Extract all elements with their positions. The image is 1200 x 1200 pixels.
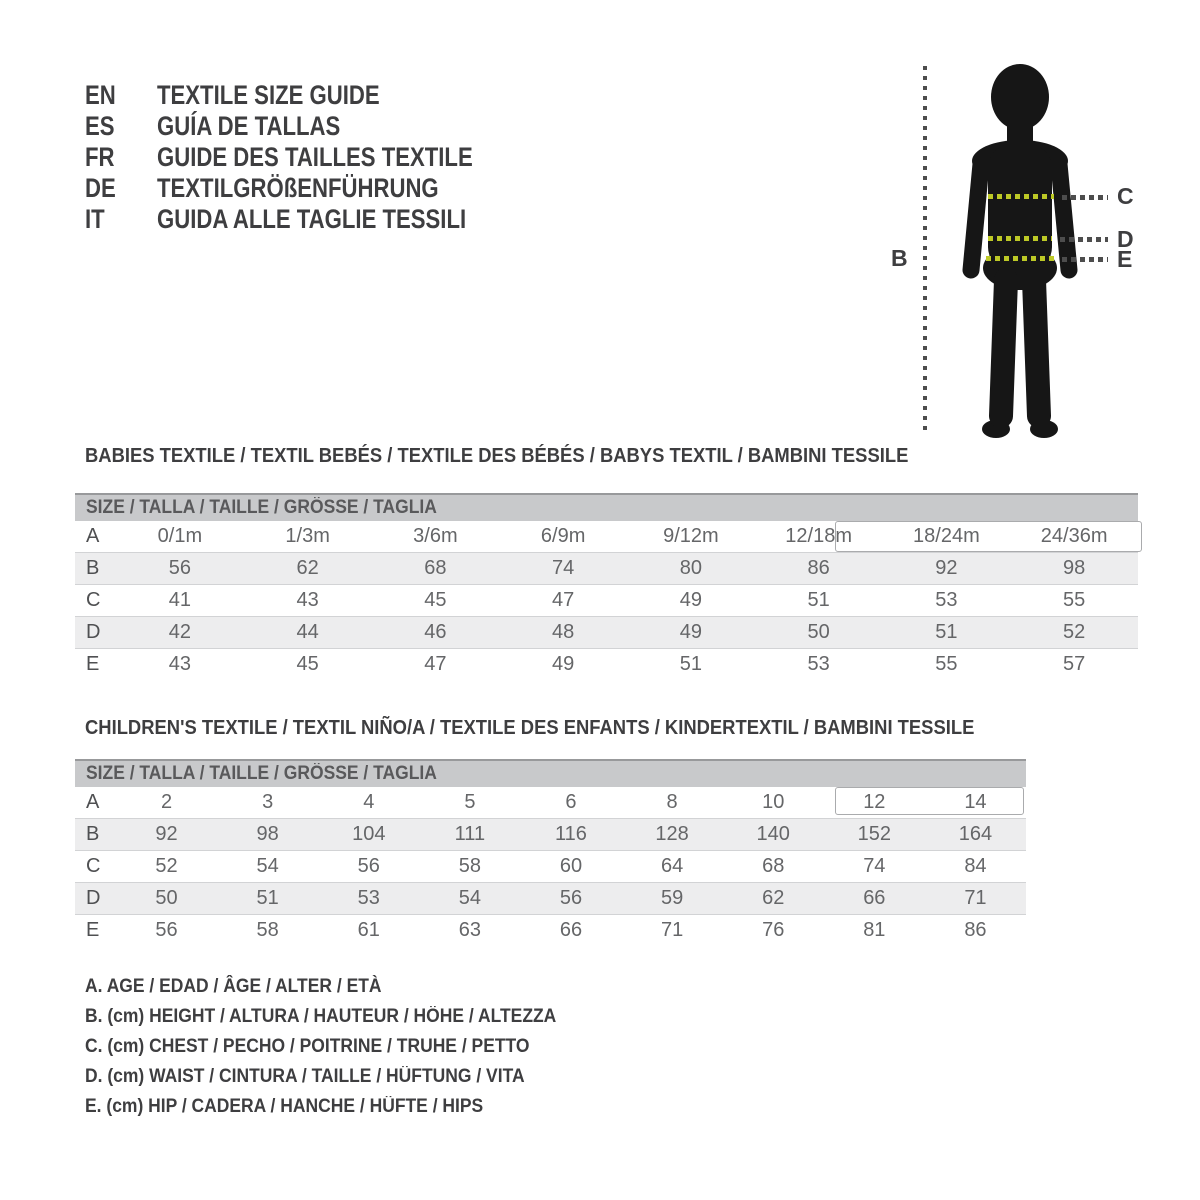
measurement-legend <box>85 972 597 1122</box>
size-cell: 1/3m <box>285 525 330 547</box>
row-label: C <box>86 855 101 877</box>
size-cell: 51 <box>935 621 958 643</box>
size-cell: 49 <box>679 589 702 611</box>
size-cell: 47 <box>552 589 575 611</box>
size-cell: 54 <box>256 855 279 877</box>
size-cell: 61 <box>357 919 380 941</box>
size-cell: 44 <box>296 621 319 643</box>
table-row <box>75 851 1026 883</box>
size-cell: 54 <box>458 887 481 909</box>
size-cell: 56 <box>559 887 583 909</box>
size-cell: 116 <box>555 823 587 845</box>
size-cell: 164 <box>958 823 993 845</box>
babies-size-table <box>75 493 1138 680</box>
language-code: ES <box>85 111 115 141</box>
size-cell: 98 <box>256 823 279 845</box>
language-code: EN <box>85 80 116 110</box>
size-cell: 52 <box>1063 621 1086 643</box>
size-cell: 2 <box>160 791 173 813</box>
table-row <box>75 617 1138 649</box>
size-cell: 55 <box>935 653 958 675</box>
size-cell: 55 <box>1063 589 1086 611</box>
size-cell: 59 <box>660 887 684 909</box>
table-row <box>75 819 1026 851</box>
size-cell: 51 <box>807 589 830 611</box>
size-cell: 74 <box>552 557 575 579</box>
legend-item: C. (cm) CHEST / PECHO / POITRINE / TRUHE / PETTO <box>85 1036 530 1057</box>
size-cell: 53 <box>807 653 830 675</box>
row-label: E <box>86 919 100 941</box>
size-cell: 68 <box>424 557 447 579</box>
size-cell: 56 <box>357 855 380 877</box>
language-title: GUÍA DE TALLAS <box>157 111 341 141</box>
table-row <box>75 649 1138 681</box>
language-code: FR <box>85 142 115 172</box>
size-cell: 58 <box>256 919 279 941</box>
size-cell: 74 <box>863 855 886 877</box>
size-cell: 86 <box>964 919 987 941</box>
size-cell: 8 <box>666 791 678 813</box>
size-cell: 62 <box>296 557 319 579</box>
children-size-table <box>75 759 1026 946</box>
size-cell: 6/9m <box>540 525 586 547</box>
size-cell: 104 <box>352 823 386 845</box>
row-label: B <box>86 823 100 845</box>
size-cell: 140 <box>756 823 790 845</box>
size-cell: 66 <box>559 919 583 941</box>
table-row <box>75 883 1026 915</box>
size-cell: 6 <box>565 791 577 813</box>
table-row <box>75 553 1138 585</box>
row-label: D <box>86 621 101 643</box>
size-cell: 92 <box>935 557 958 579</box>
size-cell: 56 <box>168 557 191 579</box>
size-cell: 51 <box>256 887 279 909</box>
table-row <box>75 521 1138 553</box>
language-title: GUIDE DES TAILLES TEXTILE <box>157 142 473 172</box>
size-cell: 49 <box>552 653 575 675</box>
row-label: B <box>86 557 100 579</box>
size-cell: 84 <box>964 855 987 877</box>
size-cell: 64 <box>660 855 684 877</box>
size-cell: 128 <box>655 823 689 845</box>
hip-leader-line <box>1062 257 1108 262</box>
waist-leader-line <box>1060 237 1108 242</box>
size-cell: 42 <box>168 621 191 643</box>
size-cell: 43 <box>296 589 319 611</box>
language-code: DE <box>85 173 116 203</box>
size-cell: 86 <box>807 557 830 579</box>
legend-item: E. (cm) HIP / CADERA / HANCHE / HÜFTE / HIPS <box>85 1096 484 1117</box>
size-cell: 50 <box>155 887 178 909</box>
size-cell: 50 <box>807 621 830 643</box>
size-cell: 41 <box>168 589 191 611</box>
hip-measure-line <box>986 256 1056 261</box>
children-section-title: CHILDREN'S TEXTILE / TEXTIL NIÑO/A / TEXTILE DES ENFANTS / KINDERTEXTIL / BAMBINI TESSILE <box>85 717 975 739</box>
size-cell: 45 <box>424 589 447 611</box>
legend-item: B. (cm) HEIGHT / ALTURA / HAUTEUR / HÖHE / ALTEZZA <box>85 1006 557 1027</box>
size-cell: 3 <box>262 791 274 813</box>
row-label: A <box>86 791 100 813</box>
language-title: TEXTILGRÖßENFÜHRUNG <box>157 173 439 203</box>
size-cell: 4 <box>363 791 375 813</box>
size-cell: 0/1m <box>157 525 203 547</box>
size-cell: 71 <box>660 919 684 941</box>
size-cell: 3/6m <box>413 525 458 547</box>
size-cell: 48 <box>552 621 575 643</box>
size-cell: 5 <box>464 791 476 813</box>
size-cell: 12/18m <box>785 525 852 547</box>
size-cell: 60 <box>559 855 583 877</box>
size-cell: 152 <box>857 823 891 845</box>
waist-measure-line <box>988 236 1052 241</box>
size-cell: 80 <box>679 557 702 579</box>
babies-section-title: BABIES TEXTILE / TEXTIL BEBÉS / TEXTILE DES BÉBÉS / BABYS TEXTIL / BAMBINI TESSILE <box>85 445 909 467</box>
child-silhouette <box>950 58 1090 448</box>
legend-item: D. (cm) WAIST / CINTURA / TAILLE / HÜFTUNG / VITA <box>85 1066 525 1087</box>
babies-table <box>75 521 1138 680</box>
height-measure-line <box>923 66 927 432</box>
table-row <box>75 787 1026 819</box>
size-cell: 24/36m <box>1040 525 1108 547</box>
size-cell: 66 <box>863 887 886 909</box>
size-header-bar: SIZE / TALLA / TAILLE / GRÖSSE / TAGLIA <box>75 759 1026 787</box>
size-cell: 68 <box>762 855 785 877</box>
language-title: TEXTILE SIZE GUIDE <box>157 80 380 110</box>
size-cell: 71 <box>964 887 987 909</box>
size-cell: 45 <box>296 653 319 675</box>
size-cell: 92 <box>155 823 178 845</box>
hip-label: E <box>1117 246 1133 272</box>
size-cell: 9/12m <box>663 525 719 547</box>
size-cell: 12 <box>863 791 886 813</box>
size-cell: 63 <box>458 919 481 941</box>
size-cell: 47 <box>424 653 447 675</box>
row-label: D <box>86 887 101 909</box>
row-label: A <box>86 525 100 547</box>
table-row <box>75 915 1026 947</box>
size-cell: 14 <box>964 791 987 813</box>
size-cell: 58 <box>458 855 481 877</box>
chest-label: C <box>1117 183 1134 209</box>
language-title: GUIDA ALLE TAGLIE TESSILI <box>157 204 467 234</box>
size-cell: 81 <box>863 919 886 941</box>
size-cell: 46 <box>424 621 447 643</box>
size-cell: 76 <box>762 919 785 941</box>
height-label: B <box>891 245 908 271</box>
language-code: IT <box>85 204 105 234</box>
size-cell: 18/24m <box>913 525 980 547</box>
size-cell: 51 <box>679 653 702 675</box>
table-row <box>75 585 1138 617</box>
children-table <box>75 787 1026 946</box>
chest-measure-line <box>988 194 1054 199</box>
size-header-bar: SIZE / TALLA / TAILLE / GRÖSSE / TAGLIA <box>75 493 1138 521</box>
size-cell: 52 <box>155 855 178 877</box>
size-cell: 53 <box>357 887 380 909</box>
size-cell: 10 <box>762 791 785 813</box>
size-cell: 43 <box>168 653 191 675</box>
size-cell: 53 <box>935 589 958 611</box>
size-cell: 111 <box>454 823 486 845</box>
waist-label: D <box>1117 226 1134 252</box>
row-label: E <box>86 653 100 675</box>
size-cell: 57 <box>1063 653 1086 675</box>
chest-leader-line <box>1062 195 1108 200</box>
size-cell: 56 <box>155 919 178 941</box>
size-cell: 62 <box>762 887 785 909</box>
row-label: C <box>86 589 101 611</box>
legend-item: A. AGE / EDAD / ÂGE / ALTER / ETÀ <box>85 976 382 997</box>
size-cell: 98 <box>1063 557 1086 579</box>
size-cell: 49 <box>679 621 702 643</box>
